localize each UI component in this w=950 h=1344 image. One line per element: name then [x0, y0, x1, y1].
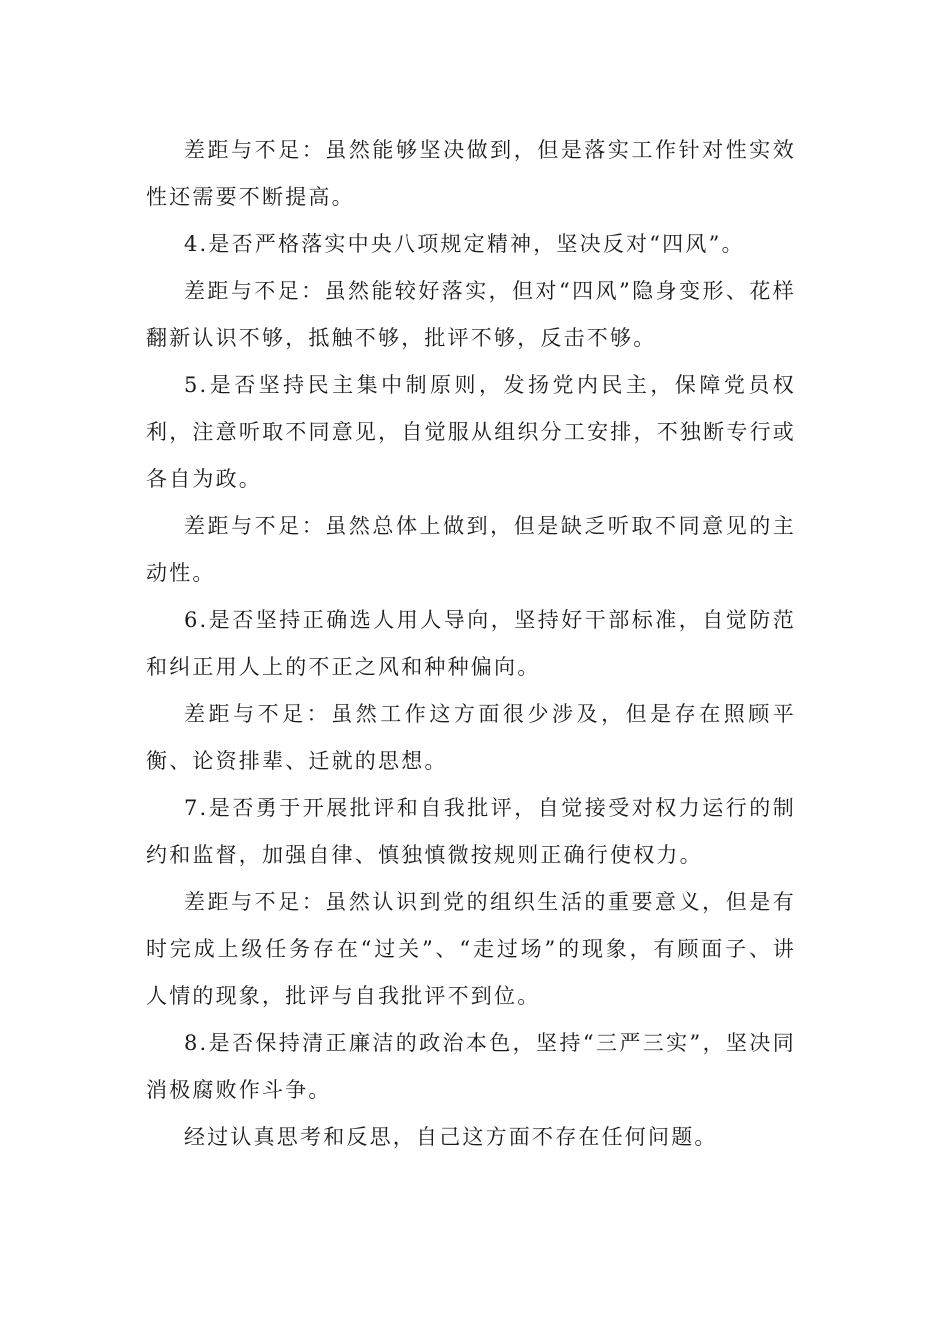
paragraph-item-7: 7.是否勇于开展批评和自我批评，自觉接受对权力运行的制约和监督，加强自律、慎独慎微按规则正确行使权力。	[146, 796, 796, 867]
paragraph-gap-5: 差距与不足：虽然总体上做到，但是缺乏听取不同意见的主动性。	[146, 514, 796, 585]
paragraph-item-6: 6.是否坚持正确选人用人导向，坚持好干部标准，自觉防范和纠正用人上的不正之风和种种偏向。	[146, 608, 796, 679]
paragraph-gap-4: 差距与不足：虽然能较好落实，但对“四风”隐身变形、花样翻新认识不够，抵触不够，批评不够，反击不够。	[146, 279, 796, 350]
paragraph-item-8: 8.是否保持清正廉洁的政治本色，坚持“三严三实”，坚决同消极腐败作斗争。	[146, 1031, 796, 1102]
document-body	[146, 127, 796, 1161]
paragraph-gap-7: 差距与不足：虽然认识到党的组织生活的重要意义，但是有时完成上级任务存在“过关”、“走过场”的现象，有顾面子、讲人情的现象，批评与自我批评不到位。	[146, 890, 796, 1008]
paragraph-item-4: 4.是否严格落实中央八项规定精神，坚决反对“四风”。	[184, 232, 745, 256]
paragraph-gap-6: 差距与不足：虽然工作这方面很少涉及，但是存在照顾平衡、论资排辈、迁就的思想。	[146, 702, 796, 773]
paragraph-conclusion: 经过认真思考和反思，自己这方面不存在任何问题。	[184, 1125, 718, 1149]
paragraph-item-5: 5.是否坚持民主集中制原则，发扬党内民主，保障党员权利，注意听取不同意见，自觉服从组织分工安排，不独断专行或各自为政。	[146, 373, 796, 491]
paragraph-gap-1: 差距与不足：虽然能够坚决做到，但是落实工作针对性实效性还需要不断提高。	[146, 138, 796, 209]
